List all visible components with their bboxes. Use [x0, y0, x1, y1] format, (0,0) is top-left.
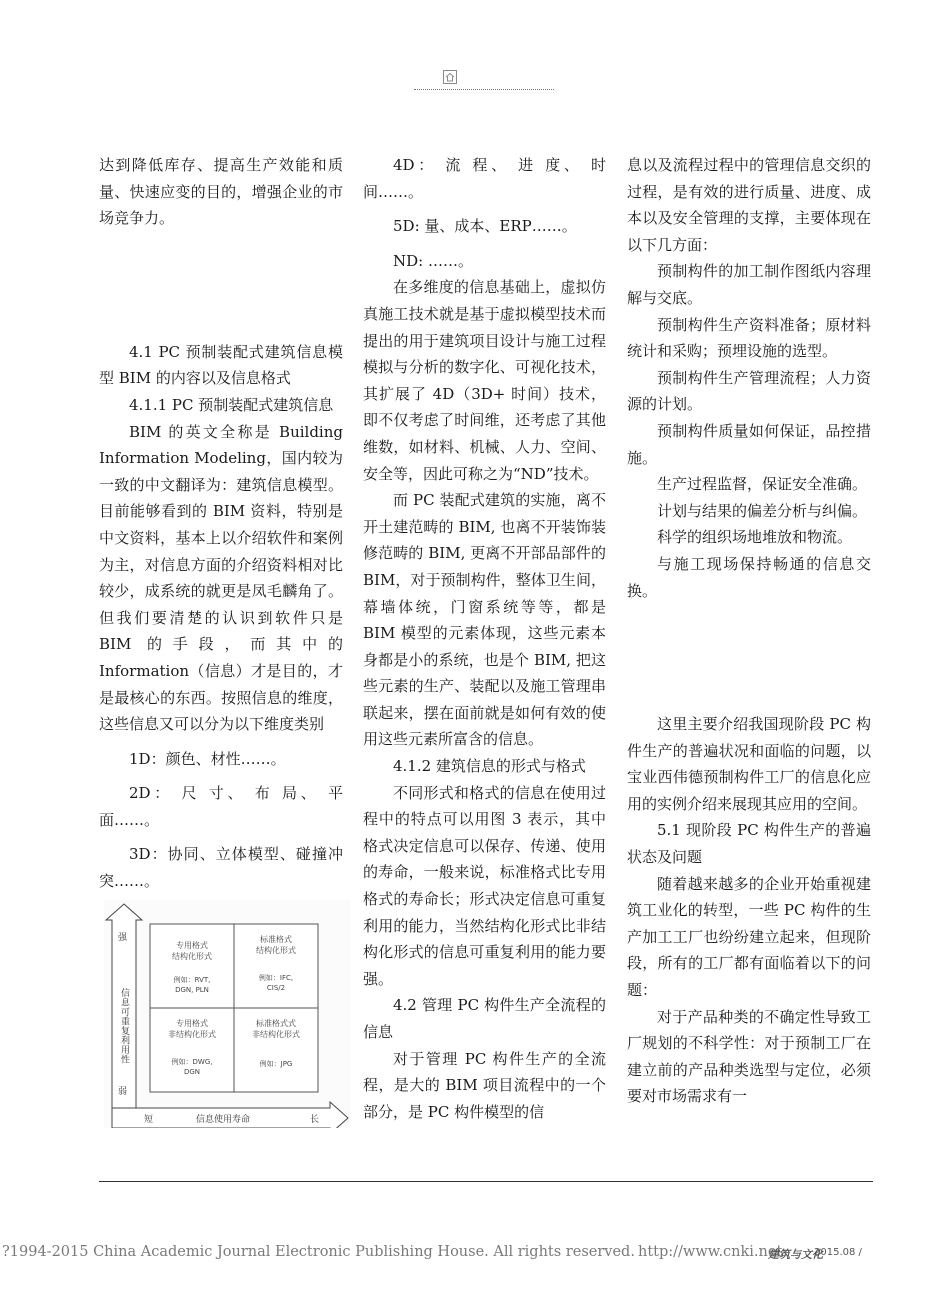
section-heading-4-1: 4.1 PC 预制装配式建筑信息模型 BIM 的内容以及信息格式 [99, 342, 343, 388]
paragraph: 随着越来越多的企业开始重视建筑工业化的转型，一些 PC 构件的生产加工工厂也纷纷建立起来，但现阶段，所有的工厂都有面临着以下的问题： [627, 874, 871, 1000]
svg-text:结构化形式: 结构化形式 [256, 946, 296, 955]
svg-text:专用格式: 专用格式 [176, 1019, 208, 1028]
y-axis-weak: 弱 [118, 1087, 128, 1097]
svg-text:例如：IFC,: 例如：IFC, [258, 974, 294, 982]
svg-text:例如：DWG,: 例如：DWG, [171, 1058, 213, 1066]
format-lifespan-figure [104, 900, 350, 1128]
paragraph: BIM 的英文全称是 Building Information Modeling，国内较为一致的中文翻译为：建筑信息模型。目前能够看到的 BIM 资料，特别是中文资料，基本上以介绍软件和案例为主，对信息方面的介绍资料相对比较少，成系统的就更是凤毛麟角了。但我们要清楚的认识到软件只是 BIM 的手段，而其中的 Information（信息）才是目的，才是最核心的东西。按照信息的维度，这些信息又可以分为以下维度类别 [99, 422, 343, 734]
dimension-5d: 5D: 量、成本、ERP……。 [393, 217, 577, 236]
svg-text:DGN, PLN: DGN, PLN [175, 986, 209, 994]
list-item: 科学的组织场地堆放和物流。 [657, 528, 853, 547]
section-heading-4-1-1: 4.1.1 PC 预制装配式建筑信息 [129, 395, 334, 414]
svg-text:非结构化形式: 非结构化形式 [168, 1030, 216, 1039]
journal-logo: 建筑与文化 [768, 1248, 823, 1261]
x-axis-short: 短 [144, 1115, 154, 1125]
svg-text:非结构化形式: 非结构化形式 [252, 1030, 300, 1039]
svg-text:CIS/2: CIS/2 [266, 984, 286, 992]
svg-text:DGN: DGN [183, 1068, 201, 1076]
list-item: 与施工现场保持畅通的信息交换。 [627, 554, 871, 600]
paragraph: 而 PC 装配式建筑的实施，离不开土建范畴的 BIM, 也离不开装饰装修范畴的 BIM, 更离不开部品部件的 BIM，对于预制构件，整体卫生间，幕墙体统，门窗系统等等，都是 BIM 模型的元素体现，这些元素本身都是小的系统，也是个 BIM, 把这些元素的生产、装配以及施工管理串联起来，摆在面前就是如何有效的使用这些元素所富含的信息。 [363, 491, 606, 749]
svg-text:结构化形式: 结构化形式 [172, 952, 212, 961]
dimension-1d: 1D：颜色、材性……。 [129, 749, 286, 768]
issue-number: 2015.08 / [814, 1247, 862, 1258]
x-axis-label: 信息使用寿命 [196, 1115, 251, 1125]
footer-rule [99, 1181, 873, 1182]
column-1 [99, 152, 343, 895]
y-axis-label: 信息可重复利用性 [119, 988, 129, 1064]
paragraph: 在多维度的信息基础上，虚拟仿真施工技术就是基于虚拟模型技术而提出的用于建筑项目设计与施工过程模拟与分析的数字化、可视化技术，其扩展了 4D（3D+ 时间）技术，即不仅考虑了时间维，还考虑了其他维数，如材料、机械、人力、空间、安全等，因此可称之为“ND”技术。 [363, 278, 606, 483]
paragraph: 不同形式和格式的信息在使用过程中的特点可以用图 3 表示，其中格式决定信息可以保存、传递、使用的寿命，一般来说，标准格式比专用格式的寿命长；形式决定信息可重复利用的能力，当然结构化形式比非结构化形式的信息可重复利用的能力要强。 [363, 783, 606, 988]
house-icon [443, 70, 457, 84]
svg-text:例如：JPG: 例如：JPG [259, 1060, 293, 1068]
list-item: 预制构件生产资料准备；原材料统计和采购；预埋设施的选型。 [627, 315, 871, 361]
list-item: 生产过程监督，保证安全准确。 [657, 475, 868, 494]
svg-text:标准格式式: 标准格式式 [256, 1019, 296, 1028]
section-heading-5-1: 5.1 现阶段 PC 构件生产的普遍状态及问题 [627, 821, 871, 867]
section-heading-4-1-2: 4.1.2 建筑信息的形式与格式 [393, 757, 586, 776]
footer [0, 1244, 950, 1264]
dimension-nd: ND: ……。 [393, 251, 473, 270]
dimension-3d: 3D：协同、立体模型、碰撞冲突……。 [99, 845, 343, 891]
column-3 [627, 152, 871, 1110]
paragraph: 达到降低库存、提高生产效能和质量、快速应变的目的，增强企业的市场竞争力。 [99, 156, 343, 228]
column-2 [363, 152, 606, 1125]
y-axis-strong: 强 [118, 933, 128, 943]
paragraph: 对于产品种类的不确定性导致工厂规划的不科学性：对于预制工厂在建立前的产品种类选型与定位，必须要对市场需求有一 [627, 1007, 871, 1106]
paragraph: 息以及流程过程中的管理信息交织的过程，是有效的进行质量、进度、成本以及安全管理的支撑，主要体现在以下几方面： [627, 156, 871, 254]
cnki-link[interactable]: http://www.cnki.net [638, 1244, 783, 1260]
list-item: 计划与结果的偏差分析与纠偏。 [657, 501, 868, 520]
x-axis-long: 长 [310, 1115, 320, 1125]
header-divider [414, 89, 554, 90]
list-item: 预制构件的加工制作图纸内容理解与交底。 [627, 262, 871, 307]
paragraph: 对于管理 PC 构件生产的全流程，是大的 BIM 项目流程中的一个部分，是 PC 构件模型的信 [363, 1049, 606, 1121]
list-item: 预制构件质量如何保证，品控措施。 [627, 421, 871, 467]
dimension-2d: 2D： 尺 寸、 布 局、 平 面……。 [99, 784, 343, 829]
svg-text:标准格式: 标准格式 [260, 935, 292, 944]
section-heading-4-2: 4.2 管理 PC 构件生产全流程的信息 [363, 996, 606, 1041]
dimension-4d: 4D： 流 程、 进 度、 时 间……。 [363, 156, 606, 201]
svg-text:专用格式: 专用格式 [176, 941, 208, 950]
svg-text:例如：RVT,: 例如：RVT, [173, 976, 211, 984]
copyright-text: ?1994-2015 China Academic Journal Electronic Publishing House. All rights reserved. [2, 1244, 635, 1260]
list-item: 预制构件生产管理流程；人力资源的计划。 [627, 368, 871, 414]
paragraph: 这里主要介绍我国现阶段 PC 构件生产的普遍状况和面临的问题，以宝业西伟德预制构件工厂的信息化应用的实例介绍来展现其应用的空间。 [627, 715, 871, 813]
